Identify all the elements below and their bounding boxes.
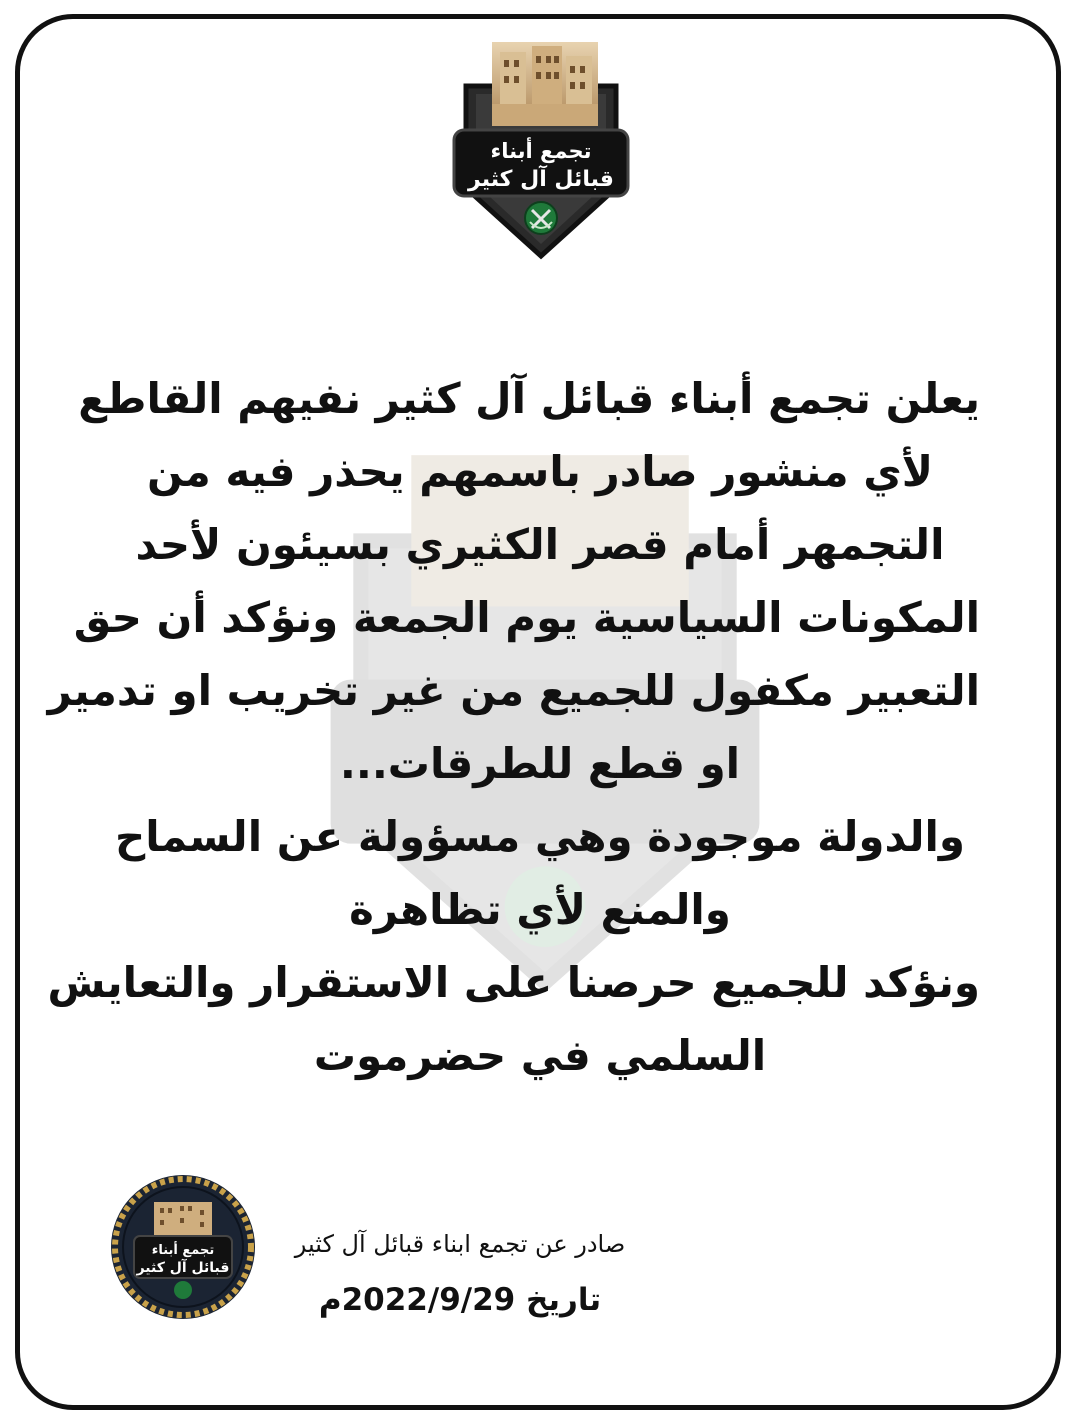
seal-line2: قبائل آل كثير bbox=[136, 1260, 230, 1276]
statement-body bbox=[47, 362, 980, 1092]
seal-line1: تجمع أبناء bbox=[151, 1243, 215, 1258]
statement-line: او قطع للطرقات... bbox=[339, 739, 741, 788]
logo-line1: تجمع أبناء bbox=[490, 139, 592, 163]
round-seal-logo-icon bbox=[108, 1172, 258, 1322]
statement-line: لأي منشور صادر باسمهم يحذر فيه من bbox=[146, 447, 934, 496]
statement-line: ونؤكد للجميع حرصنا على الاستقرار والتعايش bbox=[47, 958, 980, 1007]
statement-line: المكونات السياسية يوم الجمعة ونؤكد أن حق bbox=[73, 593, 980, 642]
statement-line: التعبير مكفول للجميع من غير تخريب او تدمير bbox=[47, 666, 980, 715]
issue-date: تاريخ 2022/9/29م bbox=[318, 1282, 602, 1318]
statement-line: والدولة موجودة وهي مسؤولة عن السماح bbox=[114, 812, 965, 861]
statement-line: السلمي في حضرموت bbox=[313, 1031, 767, 1080]
statement-line: والمنع لأي تظاهرة bbox=[349, 885, 731, 934]
statement-line: التجمهر أمام قصر الكثيري بسيئون لأحد bbox=[135, 520, 945, 569]
logo-line2: قبائل آل كثير bbox=[468, 167, 614, 192]
issuer-text: صادر عن تجمع ابناء قبائل آل كثير bbox=[294, 1230, 626, 1258]
shield-logo-icon bbox=[448, 38, 634, 260]
statement-line: يعلن تجمع أبناء قبائل آل كثير نفيهم القاطع bbox=[78, 374, 980, 423]
